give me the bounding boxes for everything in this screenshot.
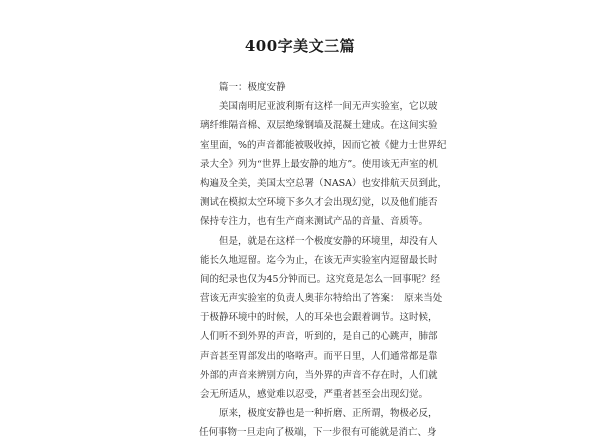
paragraph-line: 保持专注力，也有生产商来测试产品的音量、音质等。 <box>200 216 429 228</box>
paragraph-line: 能长久地逗留。迄今为止，在该无声实验室内逗留最长时 <box>200 254 438 266</box>
paragraph-line: 美国南明尼亚波利斯有这样一间无声实验室，它以玻 <box>219 101 438 113</box>
paragraph-line: 营该无声实验室的负责人奥菲尔特给出了答案： 原来当处 <box>200 293 443 305</box>
paragraph-line: 构遍及全美，美国太空总署（NASA）也安排航天员到此， <box>200 177 448 189</box>
paragraph-line: 任何事物一旦走向了极端，下一步很有可能就是消亡、身 <box>199 427 437 439</box>
paragraph-line: 但是，就是在这样一个极度安静的环境里，却没有人 <box>219 235 438 247</box>
paragraph-line: 间的纪录也仅为45分钟而已。这究竟是怎么一回事呢？经 <box>200 273 441 285</box>
paragraph-line: 原来，极度安静也是一种折磨、正所谓，物极必反， <box>219 408 438 420</box>
paragraph-line: 声音甚至胃部发出的咯咯声。而平日里，人们通常都是靠 <box>200 350 438 362</box>
paragraph-line: 人们听不到外界的声音，听到的，是自己的心跳声，肺部 <box>200 331 438 343</box>
section-heading: 篇一：极度安静 <box>219 82 286 93</box>
paragraph-line: 外部的声音来辨别方向，当外界的声音不存在时，人们就 <box>200 369 438 381</box>
paragraph-line: 测试在模拟太空环境下多久才会出现幻觉，以及他们能否 <box>200 197 438 209</box>
paragraph-line: 璃纤维隔音棉、双层绝缘钢墙及混凝土建成。在这间实验 <box>200 120 438 132</box>
paragraph-line: 于极静环境中的时候，人的耳朵也会跟着调节。这时候， <box>200 312 438 324</box>
document-title: 400字美文三篇 <box>244 37 356 55</box>
document-body <box>199 78 448 443</box>
paragraph-line: 室里面，%的声音都能被吸收掉，因而它被《健力士世界纪 <box>200 139 447 151</box>
paragraph-line: 会无所适从，感觉难以忍受，严重者甚至会出现幻觉。 <box>200 389 429 400</box>
paragraph-line: 录大全》列为“世界上最安静的地方”。使用该无声室的机 <box>200 158 438 170</box>
